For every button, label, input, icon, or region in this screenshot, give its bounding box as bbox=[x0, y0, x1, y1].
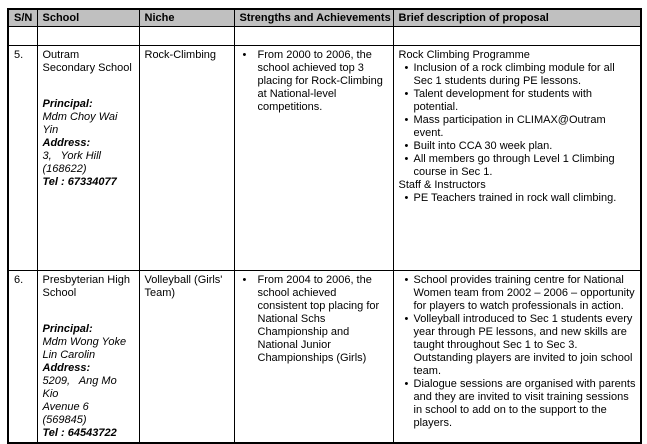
proposal-item: • Mass participation in CLIMAX@Outram event. bbox=[399, 114, 637, 140]
proposal-item: • Inclusion of a rock climbing module for all Sec 1 students during PE lessons. bbox=[399, 62, 637, 88]
schools-niche-table bbox=[7, 8, 642, 444]
proposal-item: • Built into CCA 30 week plan. bbox=[399, 140, 637, 153]
bullet-icon bbox=[399, 88, 414, 114]
school-cell bbox=[37, 46, 139, 271]
bullet-icon bbox=[240, 49, 258, 114]
address-line: 5209, Ang Mo Kio bbox=[42, 375, 120, 400]
address-line: Avenue 6 (569845) bbox=[42, 401, 95, 426]
bullet-icon bbox=[399, 313, 414, 378]
bullet-icon bbox=[399, 192, 414, 205]
spacer-cell bbox=[393, 27, 641, 46]
school-name: Outram Secondary School bbox=[42, 49, 132, 74]
principal-label: Principal: bbox=[42, 98, 93, 110]
bullet-icon bbox=[399, 140, 414, 153]
proposal-item: • Volleyball introduced to Sec 1 students every year through PE lessons, and new skills are taught throughout Sec 1 to Sec 3. Outstanding players are invited to join school team. bbox=[399, 313, 637, 378]
bullet-icon bbox=[399, 114, 414, 140]
proposal-item: • PE Teachers trained in rock wall climbing. bbox=[399, 192, 637, 205]
address-label: Address: bbox=[42, 137, 91, 149]
principal-name: Mdm Choy Wai Yin bbox=[42, 111, 121, 136]
niche-cell: Volleyball (Girls' Team) bbox=[139, 271, 234, 444]
telephone: Tel : 64543722 bbox=[42, 427, 117, 439]
proposal-item: • All members go through Level 1 Climbing course in Sec 1. bbox=[399, 153, 637, 179]
school-contact-block bbox=[43, 323, 135, 440]
principal-label: Principal: bbox=[42, 323, 93, 335]
header-cell-sn: S/N bbox=[8, 9, 37, 27]
school-cell bbox=[37, 271, 139, 444]
spacer-cell bbox=[37, 27, 139, 46]
strength-item: • From 2004 to 2006, the school achieved consistent top placing for National Schs Championship and National Junior Championships (Girls) bbox=[240, 274, 389, 365]
proposal-item: • Talent development for students with potential. bbox=[399, 88, 637, 114]
table-row-presbyterian bbox=[8, 271, 641, 444]
proposal-heading: Rock Climbing Programme bbox=[398, 49, 530, 61]
niche-cell: Rock-Climbing bbox=[139, 46, 234, 271]
school-contact-block bbox=[43, 98, 135, 189]
spacer-cell bbox=[234, 27, 393, 46]
proposal-item: • Dialogue sessions are organised with parents and they are invited to visit training sessions in school to add on to the support to the players. bbox=[399, 378, 637, 430]
strengths-cell bbox=[234, 46, 393, 271]
bullet-icon bbox=[399, 378, 414, 430]
telephone: Tel : 67334077 bbox=[42, 176, 117, 188]
bullet-icon bbox=[240, 274, 258, 365]
bullet-icon bbox=[399, 153, 414, 179]
bullet-icon bbox=[399, 62, 414, 88]
address-label: Address: bbox=[42, 362, 91, 374]
proposal-cell bbox=[393, 46, 641, 271]
sn-cell: 6. bbox=[8, 271, 37, 444]
header-cell-school: School bbox=[37, 9, 139, 27]
table-spacer-row bbox=[8, 27, 641, 46]
strengths-cell bbox=[234, 271, 393, 444]
bullet-icon bbox=[399, 274, 414, 313]
spacer-cell bbox=[139, 27, 234, 46]
spacer-cell bbox=[8, 27, 37, 46]
strength-item: • From 2000 to 2006, the school achieved top 3 placing for Rock-Climbing at National-level competitions. bbox=[240, 49, 389, 114]
address-line: (168622) bbox=[42, 163, 87, 175]
header-cell-proposal: Brief description of proposal bbox=[393, 9, 641, 27]
school-name: Presbyterian High School bbox=[42, 274, 133, 299]
proposal-item: • School provides training centre for National Women team from 2002 – 2006 – opportunity for players to watch professionals in action. bbox=[399, 274, 637, 313]
header-cell-niche: Niche bbox=[139, 9, 234, 27]
header-cell-strengths: Strengths and Achievements bbox=[234, 9, 393, 27]
address-line: 3, York Hill bbox=[42, 150, 101, 162]
table-row-outram bbox=[8, 46, 641, 271]
table-header-row bbox=[8, 9, 641, 27]
proposal-cell bbox=[393, 271, 641, 444]
principal-name: Mdm Wong Yoke Lin Carolin bbox=[42, 336, 130, 361]
proposal-heading: Staff & Instructors bbox=[398, 179, 486, 191]
sn-cell: 5. bbox=[8, 46, 37, 271]
